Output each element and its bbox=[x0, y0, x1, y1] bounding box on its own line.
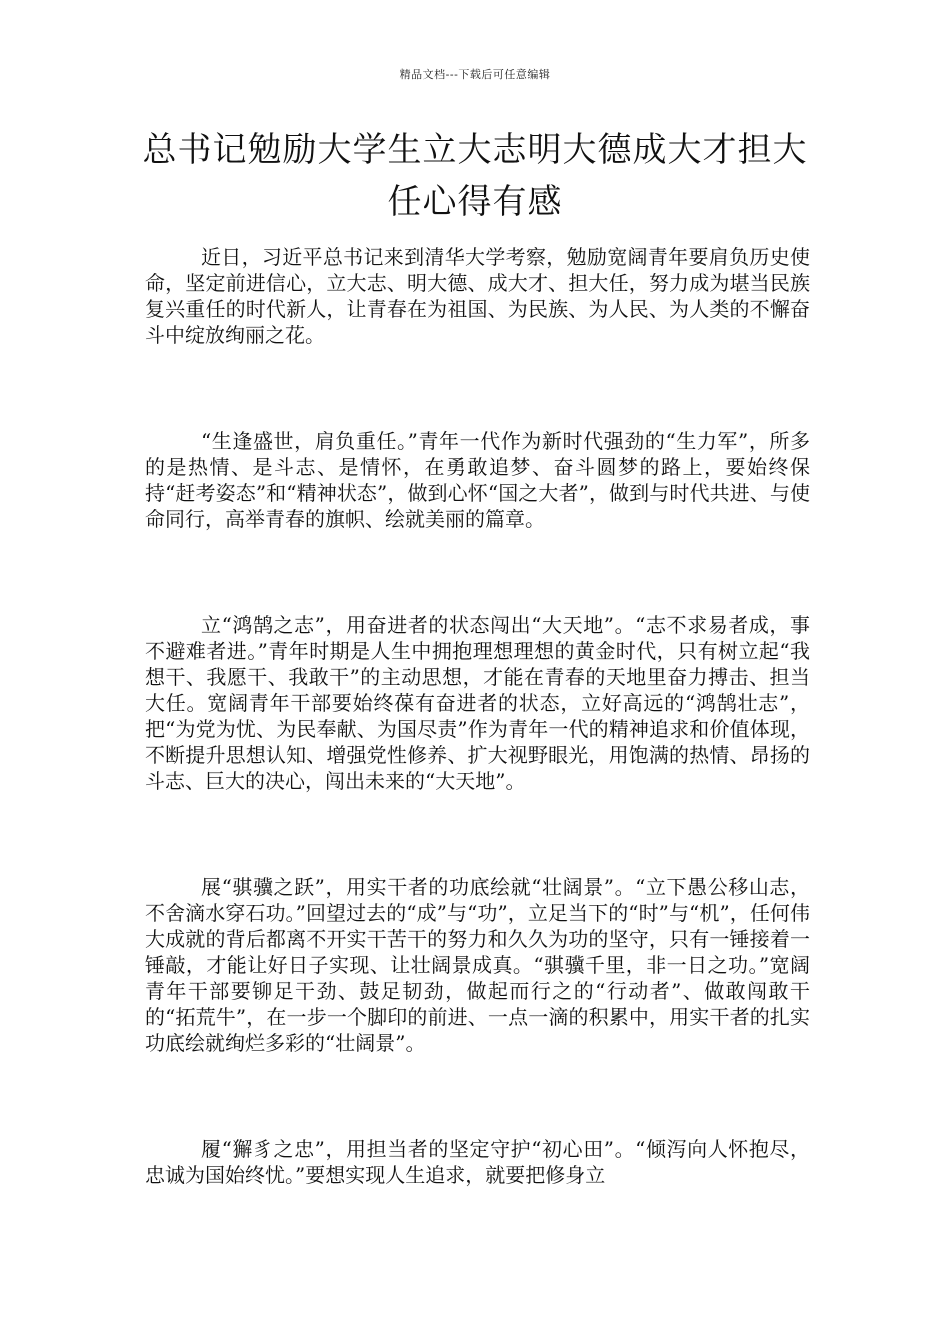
paragraph-1: 近日，习近平总书记来到清华大学考察，勉励宽阔青年要肩负历史使命，坚定前进信心，立大志、明大德、成大才、担大任，努力成为堪当民族复兴重任的时代新人，让青春在为祖国、为民族、为人民、为人类的不懈奋斗中绽放绚丽之花。 bbox=[145, 245, 810, 347]
paragraph-5: 履“獬豸之忠”，用担当者的坚定守护“初心田”。“倾泻向人怀抱尽，忠诚为国始终忧。”要想实现人生追求，就要把修身立 bbox=[145, 1137, 810, 1187]
paragraph-2: “生逢盛世，肩负重任。”青年一代作为新时代强劲的“生力军”，所多的是热情、是斗志、是情怀，在勇敢追梦、奋斗圆梦的路上，要始终保持“赶考姿态”和“精神状态”，做到心怀“国之大者”，做到与时代共进、与使命同行，高举青春的旗帜、绘就美丽的篇章。 bbox=[145, 429, 810, 531]
document-title: 总书记勉励大学生立大志明大德成大才担大任心得有感 bbox=[142, 130, 808, 222]
header-note: 精品文档---下载后可任意编辑 bbox=[399, 68, 551, 81]
document-body bbox=[145, 244, 810, 1268]
paragraph-4: 展“骐骥之跃”，用实干者的功底绘就“壮阔景”。“立下愚公移山志，不舍滴水穿石功。”回望过去的“成”与“功”，立足当下的“时”与“机”，任何伟大成就的背后都离不开实干苦干的努力和久久为功的坚守，只有一锤接着一锤敲，才能让好日子实现、让壮阔景成真。“骐骥千里，非一日之功。”宽阔青年干部要铆足干劲、鼓足韧劲，做起而行之的“行动者”、做敢闯敢干的“拓荒牛”，在一步一个脚印的前进、一点一滴的积累中，用实干者的扎实功底绘就绚烂多彩的“壮阔景”。 bbox=[145, 875, 810, 1055]
paragraph-3: 立“鸿鹄之志”，用奋进者的状态闯出“大天地”。“志不求易者成，事不避难者进。”青年时期是人生中拥抱理想理想的黄金时代，只有树立起“我想干、我愿干、我敢干”的主动思想，才能在青春的天地里奋力搏击、担当大任。宽阔青年干部要始终葆有奋进者的状态，立好高远的“鸿鹄壮志”，把“为党为忧、为民奉献、为国尽责”作为青年一代的精神追求和价值体现，不断提升思想认知、增强党性修养、扩大视野眼光，用饱满的热情、昂扬的斗志、巨大的决心，闯出未来的“大天地”。 bbox=[145, 613, 810, 793]
